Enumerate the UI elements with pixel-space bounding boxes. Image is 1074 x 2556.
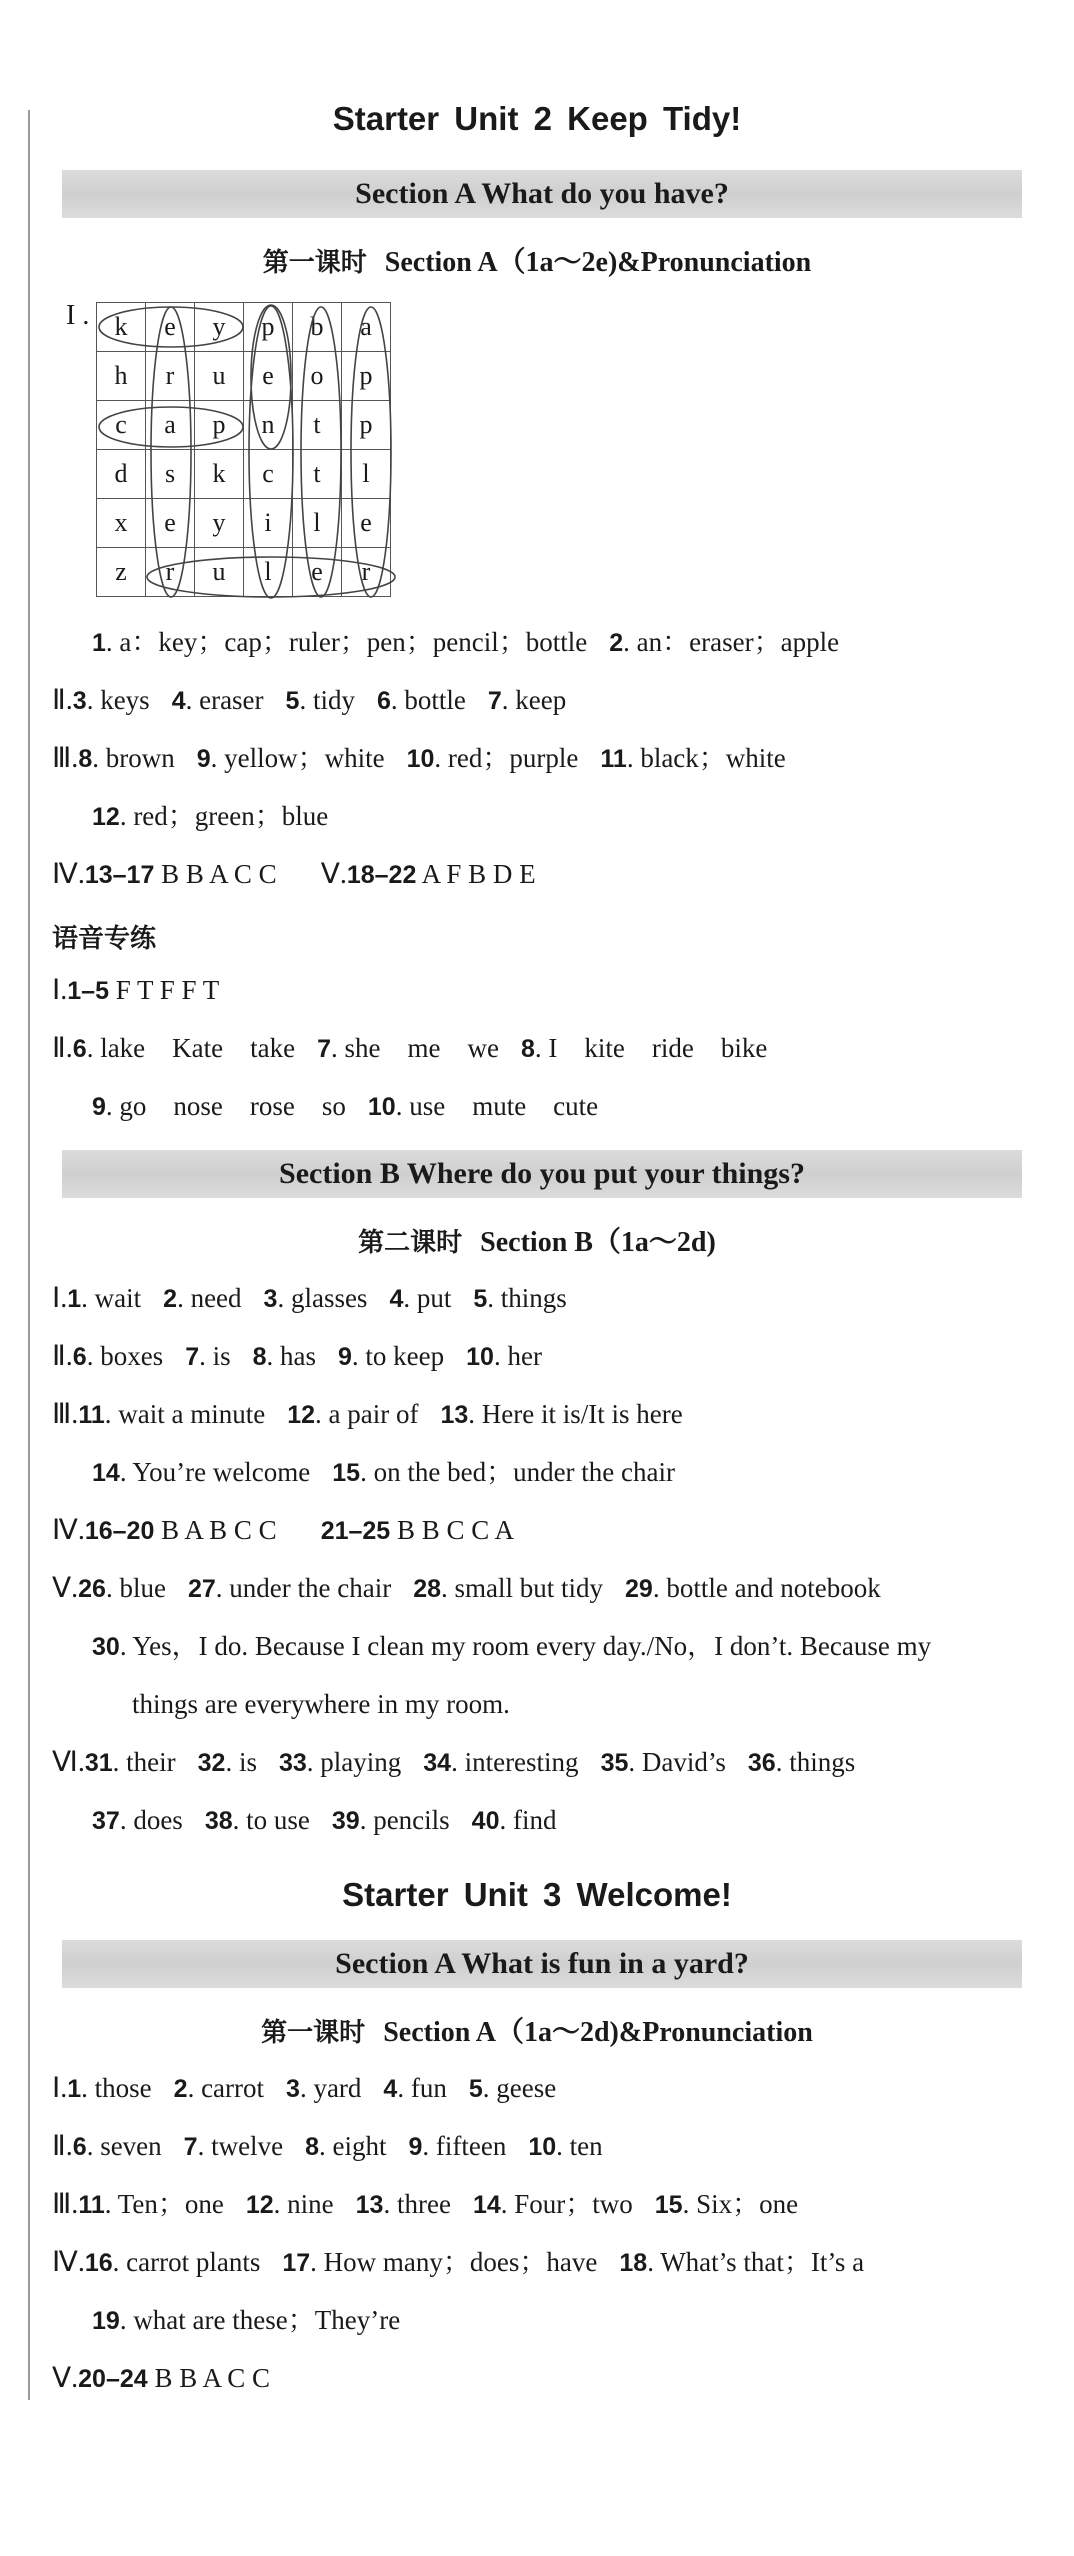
roman-numeral: Ⅳ. — [52, 859, 85, 890]
q-num: 12 — [287, 1401, 316, 1429]
q-num: 7 — [183, 2133, 198, 2161]
q-num: 15 — [654, 2191, 683, 2219]
lesson-label-en: Section A（1a～2e)&Pronunciation — [384, 247, 812, 278]
q-num: 32 — [197, 1749, 226, 1777]
q-num: 38 — [204, 1807, 233, 1835]
answer-text: I kite ride bike — [548, 1033, 768, 1063]
grid-cell: e — [146, 303, 195, 352]
grid-cell: k — [97, 303, 146, 352]
roman-numeral: Ⅴ. — [320, 859, 347, 890]
answer-text: ten — [569, 2131, 603, 2161]
q-num: 21–25 — [320, 1517, 391, 1545]
answer-text: those — [94, 2073, 152, 2103]
answer-text: geese — [496, 2073, 557, 2103]
q-num: 7 — [487, 687, 502, 715]
answer-row: Ⅰ.1. those 2. carrot 3. yard 4. fun 5. geese — [52, 2073, 557, 2104]
grid-cell: z — [97, 548, 146, 597]
q-num: 13–17 — [84, 861, 155, 889]
answer-text: B B A C C — [161, 859, 277, 889]
answer-text: go nose rose so — [119, 1091, 346, 1121]
answer-text: red；purple — [447, 743, 579, 773]
q-num: 5 — [468, 2075, 483, 2103]
q-num: 12 — [245, 2191, 274, 2219]
q-num: 30 — [92, 1633, 120, 1661]
q-num: 29 — [625, 1575, 653, 1603]
unit-2-section-b-bar: Section B Where do you put your things? — [62, 1150, 1022, 1198]
grid-cell: a — [146, 401, 195, 450]
q-num: 1 — [92, 629, 106, 657]
q-num: 1 — [67, 1285, 82, 1313]
q-num: 6 — [72, 2133, 87, 2161]
answer-text: use mute cute — [409, 1091, 599, 1121]
q-num: 5 — [473, 1285, 488, 1313]
roman-numeral: Ⅴ. — [52, 2363, 79, 2394]
answer-text: what are these；They’re — [133, 2305, 401, 2335]
answer-row: Ⅱ.3. keys 4. eraser 5. tidy 6. bottle 7. keep — [52, 685, 567, 716]
answer-text: Six；one — [696, 2189, 799, 2219]
grid-cell: u — [195, 352, 244, 401]
answer-text: things are everywhere in my room. — [132, 1689, 510, 1719]
answer-text: Yes，I do. Because I clean my room every day./No，I don’t. Because my — [132, 1631, 932, 1661]
answer-text: keep — [515, 685, 567, 715]
roman-numeral: Ⅰ. — [52, 1283, 68, 1314]
q-num: 2 — [163, 1285, 178, 1313]
q-num: 12 — [92, 803, 120, 831]
answer-row: 14. You’re welcome 15. on the bed；under the chair — [92, 1457, 675, 1487]
answer-text: wait a minute — [118, 1399, 266, 1429]
grid-cell: n — [244, 401, 293, 450]
answer-text: F T F F T — [115, 975, 220, 1005]
q-num: 9 — [338, 1343, 352, 1371]
q-num: 3 — [72, 687, 87, 715]
answer-text: blue — [119, 1573, 166, 1603]
answer-text: small but tidy — [454, 1573, 604, 1603]
answer-text: A F B D E — [421, 859, 536, 889]
answer-text: eight — [332, 2131, 387, 2161]
roman-numeral: Ⅱ. — [52, 1033, 73, 1064]
answer-text: glasses — [290, 1283, 368, 1313]
grid-cell: e — [146, 499, 195, 548]
unit-2-lesson-1-heading — [0, 240, 1074, 280]
q-num: 35 — [600, 1749, 629, 1777]
lesson-label-en: Section A（1a～2d)&Pronunciation — [383, 2017, 813, 2048]
q-num: 10 — [466, 1343, 494, 1371]
answer-row: Ⅱ.6. seven 7. twelve 8. eight 9. fifteen 10. ten — [52, 2131, 603, 2162]
answer-text: Here it is/It is here — [481, 1399, 683, 1429]
answer-text: black；white — [640, 743, 786, 773]
answer-text: B A B C C — [161, 1515, 277, 1545]
q-num: 11 — [600, 745, 627, 773]
unit-2-title: Starter Unit 2 Keep Tidy! — [332, 100, 742, 137]
grid-cell: s — [146, 450, 195, 499]
q-num: 14 — [92, 1459, 120, 1487]
q-num: 10 — [528, 2133, 557, 2161]
answer-text: boxes — [100, 1341, 164, 1371]
q-num: 14 — [472, 2191, 501, 2219]
q-num: 5 — [285, 687, 300, 715]
q-num: 16 — [84, 2249, 113, 2277]
lesson-label-cn: 第一课时 — [261, 2018, 366, 2048]
roman-numeral: Ⅳ. — [52, 1515, 85, 1546]
q-num: 26 — [78, 1575, 106, 1603]
answer-text: David’s — [641, 1747, 726, 1777]
unit-2-lesson-2-heading — [0, 1220, 1074, 1260]
answer-text: What’s that；It’s a — [660, 2247, 865, 2277]
grid-cell: y — [195, 303, 244, 352]
lesson-label-cn: 第二课时 — [358, 1228, 463, 1258]
grid-cell: l — [342, 450, 391, 499]
answer-row: Ⅳ.16. carrot plants 17. How many；does；have 18. What’s that；It’s a — [52, 2247, 865, 2278]
q-num: 40 — [471, 1807, 500, 1835]
answer-text: yard — [313, 2073, 362, 2103]
answer-text: things — [500, 1283, 567, 1313]
q-num: 28 — [413, 1575, 442, 1603]
answer-row: 9. go nose rose so 10. use mute cute — [92, 1091, 599, 1121]
grid-cell: y — [195, 499, 244, 548]
answer-text: wait — [94, 1283, 142, 1313]
answer-row: 1. a：key；cap；ruler；pen；pencil；bottle 2. an：eraser；apple — [92, 627, 840, 657]
q-num: 8 — [78, 745, 93, 773]
answer-row: 37. does 38. to use 39. pencils 40. find — [92, 1805, 557, 1835]
word-search-grid — [96, 302, 391, 597]
answer-text: put — [416, 1283, 452, 1313]
grid-cell: h — [97, 352, 146, 401]
unit-3-lesson-1-heading — [0, 2010, 1074, 2050]
grid-cell: e — [293, 548, 342, 597]
answer-text: is — [238, 1747, 257, 1777]
answer-text: her — [507, 1341, 542, 1371]
grid-cell: l — [293, 499, 342, 548]
grid-cell: p — [244, 303, 293, 352]
answer-text: You’re welcome — [132, 1457, 311, 1487]
grid-cell: b — [293, 303, 342, 352]
q-num: 13 — [440, 1401, 469, 1429]
q-num: 11 — [78, 2191, 105, 2219]
q-num: 6 — [72, 1343, 87, 1371]
answer-row: 30. Yes，I do. Because I clean my room every day./No，I don’t. Because my — [92, 1631, 932, 1661]
roman-numeral: Ⅵ. — [52, 1747, 85, 1778]
grid-cell: p — [342, 401, 391, 450]
answer-row — [52, 2360, 1052, 2397]
answer-text: three — [396, 2189, 451, 2219]
grid-cell: r — [342, 548, 391, 597]
roman-numeral: Ⅲ. — [52, 743, 79, 774]
roman-numeral: Ⅳ. — [52, 2247, 85, 2278]
q-num: 1 — [67, 2075, 82, 2103]
q-num: 7 — [317, 1035, 331, 1063]
answer-text: is — [212, 1341, 231, 1371]
answer-text: carrot — [201, 2073, 265, 2103]
q-num: 11 — [78, 1401, 105, 1429]
grid-cell: e — [244, 352, 293, 401]
grid-cell: i — [244, 499, 293, 548]
answer-row — [52, 856, 1052, 893]
q-num: 2 — [173, 2075, 188, 2103]
answer-row: 12. red；green；blue — [92, 801, 329, 831]
answer-text: keys — [100, 685, 150, 715]
grid-cell: c — [244, 450, 293, 499]
answer-row: Ⅱ.6. lake Kate take 7. she me we 8. I kite ride bike — [52, 1033, 768, 1064]
lesson-label-cn: 第一课时 — [262, 248, 367, 278]
answer-text: under the chair — [229, 1573, 392, 1603]
grid-cell: x — [97, 499, 146, 548]
roman-numeral: Ⅰ. — [52, 2073, 68, 2104]
answer-text: a：key；cap；ruler；pen；pencil；bottle — [119, 627, 588, 657]
q-num: 17 — [282, 2249, 311, 2277]
answer-text: tidy — [312, 685, 355, 715]
answer-text: B B A C C — [154, 2363, 270, 2393]
unit-3-section-a-bar: Section A What is fun in a yard? — [62, 1940, 1022, 1988]
q-num: 37 — [92, 1807, 120, 1835]
q-num: 20–24 — [78, 2365, 148, 2393]
answer-text: pencils — [373, 1805, 450, 1835]
lesson-label-en: Section B（1a～2d) — [480, 1227, 716, 1258]
q-num: 2 — [609, 629, 624, 657]
q-num: 4 — [383, 2075, 398, 2103]
roman-numeral: Ⅱ. — [52, 2131, 73, 2162]
q-num: 6 — [72, 1035, 87, 1063]
grid-row — [97, 303, 391, 352]
grid-cell: e — [342, 499, 391, 548]
answer-text: Four；two — [514, 2189, 633, 2219]
answer-row — [52, 972, 1052, 1009]
roman-numeral: Ⅴ. — [52, 1573, 79, 1604]
q-num: 18 — [619, 2249, 648, 2277]
q-num: 36 — [747, 1749, 776, 1777]
answer-text: their — [126, 1747, 176, 1777]
grid-row — [97, 450, 391, 499]
q-num: 3 — [263, 1285, 278, 1313]
answer-row: Ⅱ.6. boxes 7. is 8. has 9. to keep 10. her — [52, 1341, 542, 1372]
answer-text: carrot plants — [126, 2247, 261, 2277]
q-num: 27 — [187, 1575, 216, 1603]
answer-text: lake Kate take — [100, 1033, 296, 1063]
grid-cell: t — [293, 450, 342, 499]
roman-numeral: Ⅱ. — [52, 685, 73, 716]
q-num: 6 — [376, 687, 391, 715]
grid-cell: l — [244, 548, 293, 597]
phonics-heading: 语音专练 — [52, 924, 157, 954]
q-num: 4 — [171, 687, 186, 715]
grid-cell: r — [146, 352, 195, 401]
answer-text: fifteen — [435, 2131, 507, 2161]
answer-text: twelve — [211, 2131, 284, 2161]
q-num: 8 — [305, 2133, 319, 2161]
answer-text: need — [190, 1283, 242, 1313]
answer-text: has — [280, 1341, 317, 1371]
grid-cell: r — [146, 548, 195, 597]
grid-row — [97, 548, 391, 597]
answer-text: on the bed；under the chair — [373, 1457, 675, 1487]
q-num: 1–5 — [67, 977, 109, 1005]
answer-text: she me we — [344, 1033, 499, 1063]
answer-row: Ⅲ.8. brown 9. yellow；white 10. red；purple 11. black；white — [52, 743, 786, 774]
q-num: 9 — [408, 2133, 423, 2161]
answer-row: Ⅲ.11. Ten；one 12. nine 13. three 14. Four；two 15. Six；one — [52, 2189, 799, 2220]
answer-text: yellow；white — [224, 743, 385, 773]
q-num: 4 — [389, 1285, 404, 1313]
roman-numeral: Ⅰ. — [52, 975, 68, 1006]
answer-text: brown — [105, 743, 175, 773]
answer-text: Ten；one — [117, 2189, 224, 2219]
q-num: 7 — [185, 1343, 200, 1371]
roman-numeral: Ⅲ. — [52, 2189, 79, 2220]
answer-row: Ⅲ.11. wait a minute 12. a pair of 13. Here it is/It is here — [52, 1399, 683, 1430]
grid-cell: c — [97, 401, 146, 450]
answer-text: eraser — [199, 685, 264, 715]
q-num: 13 — [355, 2191, 384, 2219]
q-num: 33 — [278, 1749, 307, 1777]
answer-text: B B C C A — [396, 1515, 515, 1545]
q-num: 16–20 — [84, 1517, 155, 1545]
q-num: 10 — [406, 745, 435, 773]
grid-row — [97, 401, 391, 450]
q-num: 19 — [92, 2307, 120, 2335]
answer-text: interesting — [464, 1747, 579, 1777]
grid-cell: o — [293, 352, 342, 401]
q-num: 31 — [84, 1749, 113, 1777]
unit-2-section-a-bar: Section A What do you have? — [62, 170, 1022, 218]
unit-3-title: Starter Unit 3 Welcome! — [342, 1876, 732, 1913]
q-num: 34 — [423, 1749, 452, 1777]
answer-row: 19. what are these；They’re — [92, 2305, 401, 2335]
puzzle-label: I . — [66, 300, 90, 331]
roman-numeral: Ⅲ. — [52, 1399, 79, 1430]
q-num: 8 — [520, 1035, 535, 1063]
answer-text: to keep — [365, 1341, 445, 1371]
q-num: 8 — [252, 1343, 267, 1371]
q-num: 15 — [332, 1459, 361, 1487]
answer-text: red；green；blue — [133, 801, 329, 831]
answer-text: a pair of — [328, 1399, 419, 1429]
grid-cell: d — [97, 450, 146, 499]
answer-text: an：eraser；apple — [636, 627, 840, 657]
q-num: 18–22 — [346, 861, 417, 889]
q-num: 3 — [286, 2075, 300, 2103]
grid-cell: p — [195, 401, 244, 450]
answer-text: does — [133, 1805, 183, 1835]
answer-text: fun — [410, 2073, 447, 2103]
grid-row — [97, 352, 391, 401]
answer-row — [132, 1686, 1074, 1722]
grid-cell: p — [342, 352, 391, 401]
answer-text: things — [789, 1747, 856, 1777]
answer-row: Ⅴ.26. blue 27. under the chair 28. small but tidy 29. bottle and notebook — [52, 1573, 881, 1604]
grid-cell: t — [293, 401, 342, 450]
answer-row: Ⅰ.1. wait 2. need 3. glasses 4. put 5. things — [52, 1283, 567, 1314]
roman-numeral: Ⅱ. — [52, 1341, 73, 1372]
grid-cell: k — [195, 450, 244, 499]
q-num: 9 — [92, 1093, 106, 1121]
answer-text: How many；does；have — [323, 2247, 598, 2277]
answer-text: seven — [100, 2131, 162, 2161]
answer-text: bottle — [404, 685, 466, 715]
grid-cell: a — [342, 303, 391, 352]
answer-text: playing — [320, 1747, 402, 1777]
q-num: 9 — [196, 745, 211, 773]
answer-text: nine — [287, 2189, 334, 2219]
answer-text: bottle and notebook — [666, 1573, 881, 1603]
q-num: 39 — [331, 1807, 360, 1835]
answer-row: Ⅵ.31. their 32. is 33. playing 34. interesting 35. David’s 36. things — [52, 1747, 856, 1778]
q-num: 10 — [367, 1093, 396, 1121]
grid-cell: u — [195, 548, 244, 597]
grid-row — [97, 499, 391, 548]
answer-text: find — [512, 1805, 557, 1835]
answer-text: to use — [246, 1805, 310, 1835]
answer-row — [52, 1512, 1052, 1549]
